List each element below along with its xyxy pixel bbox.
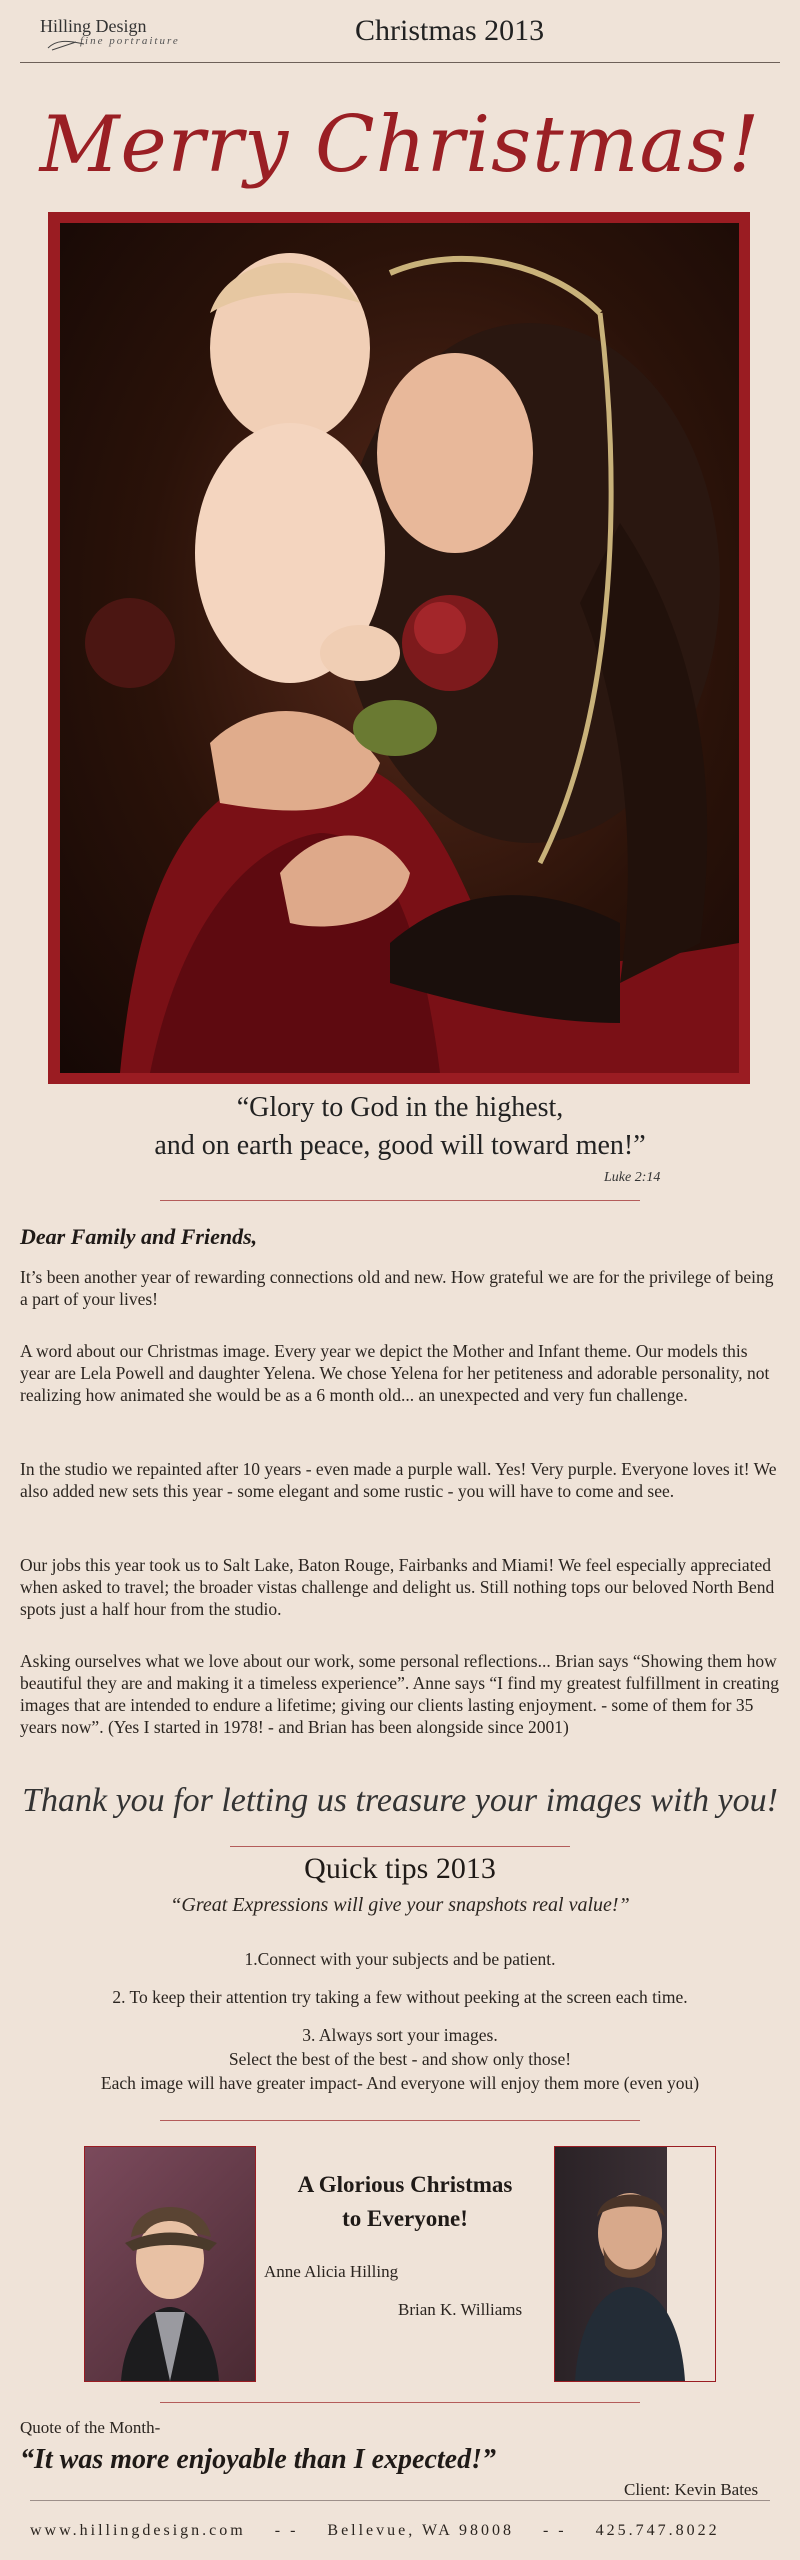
tip-item: 2. To keep their attention try taking a few without peeking at the screen each time. — [112, 1987, 688, 2007]
footer-separator: - - — [542, 2522, 567, 2539]
footer-divider — [30, 2500, 770, 2501]
scripture-citation: Luke 2:14 — [604, 1170, 661, 1185]
footer — [30, 2522, 780, 2540]
signature-name-anne: Anne Alicia Hilling — [264, 2262, 399, 2281]
tip-item: 3. Always sort your images. — [302, 2025, 498, 2045]
logo-tagline: fine portraiture — [80, 35, 180, 47]
letter-paragraph: Asking ourselves what we love about our work, some personal reflections... Brian says “Showing them how beautiful they are and making it a timeless experience”. Anne says “I find my greatest fulfillment in creating images that are intended to endure a lifetime; giving our clients lasting enjoyment. - some of them for 35 years now”. (Yes I started in 1978! - and Brian has been alongside since 2001) — [20, 1651, 780, 1737]
divider — [160, 1200, 640, 1201]
signoff-greeting-line2: to Everyone! — [342, 2206, 468, 2231]
logo[interactable] — [40, 16, 180, 47]
christmas-portrait-image — [60, 223, 739, 1073]
divider — [230, 1846, 570, 1847]
quote-client: Client: Kevin Bates — [624, 2480, 759, 2499]
header-divider — [20, 62, 780, 63]
letter-paragraph: In the studio we repainted after 10 years - even made a purple wall. Yes! Very purple. Everyone loves it! We also added new sets this year - some elegant and some rustic - you will have to come and see. — [20, 1459, 777, 1501]
tips-subtitle: “Great Expressions will give your snapshots real value!” — [170, 1894, 630, 1916]
footer-separator: - - — [274, 2522, 299, 2539]
quote-of-month-label: Quote of the Month- — [20, 2418, 161, 2437]
brian-portrait-image — [554, 2146, 716, 2382]
letter-paragraph: A word about our Christmas image. Every year we depict the Mother and Infant theme. Our models this year are Lela Powell and daughter Yelena. We chose Yelena for her petiteness and adorable personality, not realizing how animated she would be as a 6 month old... an unexpected and very fun challenge. — [20, 1341, 770, 1405]
signature-name-brian: Brian K. Williams — [398, 2300, 523, 2319]
logo-name: Hilling Design — [40, 16, 147, 36]
tip-item: 1.Connect with your subjects and be patient. — [244, 1949, 556, 1969]
anne-portrait-image — [84, 2146, 256, 2382]
scripture-quote-line2: and on earth peace, good will toward men!” — [154, 1130, 646, 1161]
letter-greeting: Dear Family and Friends, — [20, 1224, 258, 1249]
signoff-greeting — [255, 2168, 555, 2236]
thank-you-script: Thank you for letting us treasure your images with you! — [22, 1782, 778, 1819]
divider — [160, 2120, 640, 2121]
footer-phone-link[interactable]: 425.747.8022 — [595, 2522, 720, 2539]
signoff-greeting-line1: A Glorious Christmas — [297, 2172, 513, 2197]
tip-item: Each image will have greater impact- And everyone will enjoy them more (even you) — [100, 2073, 700, 2093]
footer-website-link[interactable]: www.hillingdesign.com — [30, 2522, 246, 2539]
letter-paragraph: Our jobs this year took us to Salt Lake, Baton Rouge, Fairbanks and Miami! We feel especially appreciated when asked to travel; the broader vistas challenge and delight us. Still nothing tops our beloved North Bend spots just a half hour from the studio. — [20, 1555, 775, 1619]
tip-item: Select the best of the best - and show only those! — [228, 2049, 572, 2069]
divider — [160, 2402, 640, 2403]
letter-paragraph: It’s been another year of rewarding connections old and new. How grateful we are for the privilege of being a part of your lives! — [20, 1267, 774, 1309]
footer-location: Bellevue, WA 98008 — [327, 2522, 514, 2539]
quote-of-month-text: “It was more enjoyable than I expected!” — [20, 2444, 496, 2475]
page-title: Christmas 2013 — [355, 14, 545, 47]
tips-title: Quick tips 2013 — [304, 1852, 496, 1885]
scripture-quote-line1: “Glory to God in the highest, — [236, 1092, 564, 1123]
headline: Merry Christmas! — [39, 100, 761, 190]
pen-flourish-icon — [46, 38, 86, 52]
